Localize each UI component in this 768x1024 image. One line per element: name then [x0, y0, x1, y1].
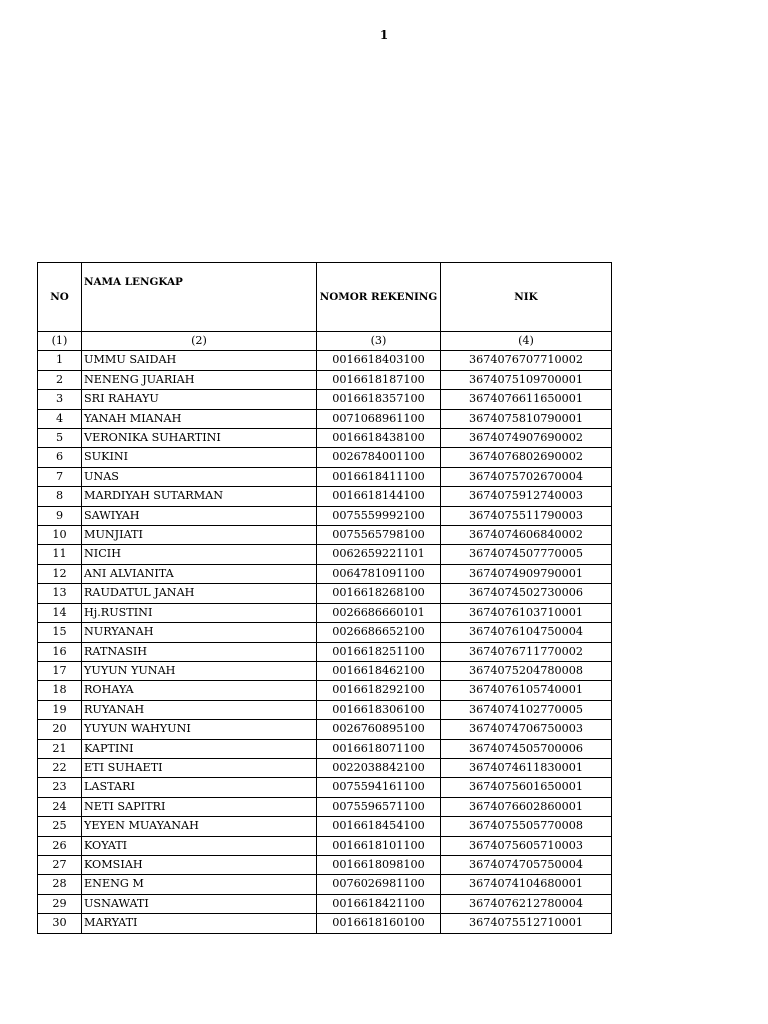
account-number: 0075596571100: [317, 797, 441, 816]
full-name: KAPTINI: [82, 739, 317, 758]
column-number: (1): [38, 332, 82, 351]
row-number: 26: [38, 836, 82, 855]
full-name: YANAH MIANAH: [82, 409, 317, 428]
full-name: YUYUN YUNAH: [82, 661, 317, 680]
table-row: [38, 467, 612, 486]
full-name: ANI ALVIANITA: [82, 564, 317, 583]
nik-number: 3674076103710001: [441, 603, 612, 622]
nik-number: 3674075109700001: [441, 370, 612, 389]
account-number: 0016618454100: [317, 817, 441, 836]
row-number: 12: [38, 564, 82, 583]
account-number: 0016618462100: [317, 661, 441, 680]
full-name: ETI SUHAETI: [82, 758, 317, 777]
account-number: 0016618438100: [317, 429, 441, 448]
full-name: YUYUN WAHYUNI: [82, 720, 317, 739]
row-number: 28: [38, 875, 82, 894]
account-number: 0016618187100: [317, 370, 441, 389]
page-number: 1: [379, 28, 389, 42]
account-number: 0016618357100: [317, 390, 441, 409]
row-number: 21: [38, 739, 82, 758]
table-row: [38, 409, 612, 428]
nik-number: 3674074907690002: [441, 429, 612, 448]
row-number: 14: [38, 603, 82, 622]
account-number: 0016618144100: [317, 487, 441, 506]
full-name: KOYATI: [82, 836, 317, 855]
full-name: YEYEN MUAYANAH: [82, 817, 317, 836]
full-name: UMMU SAIDAH: [82, 351, 317, 370]
row-number: 22: [38, 758, 82, 777]
account-number: 0075559992100: [317, 506, 441, 525]
row-number: 5: [38, 429, 82, 448]
table-row: [38, 390, 612, 409]
nik-number: 3674076707710002: [441, 351, 612, 370]
row-number: 24: [38, 797, 82, 816]
table-row: [38, 564, 612, 583]
row-number: 11: [38, 545, 82, 564]
nik-number: 3674075912740003: [441, 487, 612, 506]
full-name: MUNJIATI: [82, 526, 317, 545]
full-name: RUYANAH: [82, 700, 317, 719]
account-number: 0062659221101: [317, 545, 441, 564]
full-name: Hj.RUSTINI: [82, 603, 317, 622]
table-row: [38, 603, 612, 622]
nik-number: 3674076611650001: [441, 390, 612, 409]
full-name: SAWIYAH: [82, 506, 317, 525]
table-row: [38, 914, 612, 933]
nik-number: 3674075511790003: [441, 506, 612, 525]
row-number: 9: [38, 506, 82, 525]
nik-number: 3674075204780008: [441, 661, 612, 680]
full-name: NETI SAPITRI: [82, 797, 317, 816]
header-no: NO: [38, 263, 82, 332]
account-number: 0016618251100: [317, 642, 441, 661]
full-name: NICIH: [82, 545, 317, 564]
account-number: 0016618268100: [317, 584, 441, 603]
table-row: [38, 720, 612, 739]
row-number: 18: [38, 681, 82, 700]
account-number: 0016618071100: [317, 739, 441, 758]
nik-number: 3674074706750003: [441, 720, 612, 739]
full-name: MARYATI: [82, 914, 317, 933]
nik-number: 3674075702670004: [441, 467, 612, 486]
full-name: RATNASIH: [82, 642, 317, 661]
table-row: [38, 487, 612, 506]
row-number: 19: [38, 700, 82, 719]
account-number: 0064781091100: [317, 564, 441, 583]
table-row: [38, 758, 612, 777]
account-number: 0026686660101: [317, 603, 441, 622]
table-row: [38, 778, 612, 797]
full-name: SUKINI: [82, 448, 317, 467]
nik-number: 3674074909790001: [441, 564, 612, 583]
row-number: 8: [38, 487, 82, 506]
nik-number: 3674074104680001: [441, 875, 612, 894]
table-row: [38, 351, 612, 370]
table-row: [38, 623, 612, 642]
row-number: 30: [38, 914, 82, 933]
account-number: 0076026981100: [317, 875, 441, 894]
row-number: 10: [38, 526, 82, 545]
table-row: [38, 429, 612, 448]
account-number: 0026760895100: [317, 720, 441, 739]
full-name: KOMSIAH: [82, 855, 317, 874]
row-number: 3: [38, 390, 82, 409]
nik-number: 3674076104750004: [441, 623, 612, 642]
account-number: 0016618411100: [317, 467, 441, 486]
table-row: [38, 370, 612, 389]
header-row: [38, 263, 612, 332]
table-row: [38, 836, 612, 855]
nik-number: 3674075512710001: [441, 914, 612, 933]
recipient-table: [37, 262, 612, 934]
table-row: [38, 894, 612, 913]
full-name: NENENG JUARIAH: [82, 370, 317, 389]
account-number: 0016618101100: [317, 836, 441, 855]
table-row: [38, 545, 612, 564]
account-number: 0016618160100: [317, 914, 441, 933]
account-number: 0016618292100: [317, 681, 441, 700]
table-row: [38, 681, 612, 700]
nik-number: 3674075601650001: [441, 778, 612, 797]
header-account-number: NOMOR REKENING: [317, 263, 441, 332]
header-name: NAMA LENGKAP: [82, 263, 317, 332]
row-number: 29: [38, 894, 82, 913]
row-number: 6: [38, 448, 82, 467]
nik-number: 3674075810790001: [441, 409, 612, 428]
account-number: 0026686652100: [317, 623, 441, 642]
full-name: VERONIKA SUHARTINI: [82, 429, 317, 448]
full-name: NURYANAH: [82, 623, 317, 642]
account-number: 0071068961100: [317, 409, 441, 428]
table-row: [38, 855, 612, 874]
nik-number: 3674074502730006: [441, 584, 612, 603]
row-number: 20: [38, 720, 82, 739]
nik-number: 3674075605710003: [441, 836, 612, 855]
table-row: [38, 526, 612, 545]
nik-number: 3674076602860001: [441, 797, 612, 816]
full-name: ROHAYA: [82, 681, 317, 700]
nik-number: 3674074102770005: [441, 700, 612, 719]
row-number: 16: [38, 642, 82, 661]
column-number: (2): [82, 332, 317, 351]
nik-number: 3674076802690002: [441, 448, 612, 467]
table-row: [38, 700, 612, 719]
nik-number: 3674074705750004: [441, 855, 612, 874]
header-nik: NIK: [441, 263, 612, 332]
full-name: LASTARI: [82, 778, 317, 797]
account-number: 0075565798100: [317, 526, 441, 545]
nik-number: 3674076711770002: [441, 642, 612, 661]
account-number: 0022038842100: [317, 758, 441, 777]
row-number: 27: [38, 855, 82, 874]
row-number: 2: [38, 370, 82, 389]
nik-number: 3674075505770008: [441, 817, 612, 836]
full-name: MARDIYAH SUTARMAN: [82, 487, 317, 506]
table-row: [38, 739, 612, 758]
table-body: [38, 351, 612, 933]
account-number: 0026784001100: [317, 448, 441, 467]
row-number: 25: [38, 817, 82, 836]
account-number: 0016618403100: [317, 351, 441, 370]
row-number: 4: [38, 409, 82, 428]
nik-number: 3674076105740001: [441, 681, 612, 700]
table-row: [38, 661, 612, 680]
nik-number: 3674074606840002: [441, 526, 612, 545]
table-row: [38, 506, 612, 525]
row-number: 1: [38, 351, 82, 370]
row-number: 13: [38, 584, 82, 603]
account-number: 0016618421100: [317, 894, 441, 913]
column-number: (4): [441, 332, 612, 351]
table-row: [38, 817, 612, 836]
row-number: 15: [38, 623, 82, 642]
column-number: (3): [317, 332, 441, 351]
row-number: 17: [38, 661, 82, 680]
table-row: [38, 797, 612, 816]
nik-number: 3674074611830001: [441, 758, 612, 777]
row-number: 23: [38, 778, 82, 797]
nik-number: 3674074505700006: [441, 739, 612, 758]
column-number-row: [38, 332, 612, 351]
full-name: USNAWATI: [82, 894, 317, 913]
table-row: [38, 875, 612, 894]
table-row: [38, 584, 612, 603]
nik-number: 3674074507770005: [441, 545, 612, 564]
nik-number: 3674076212780004: [441, 894, 612, 913]
full-name: UNAS: [82, 467, 317, 486]
full-name: SRI RAHAYU: [82, 390, 317, 409]
account-number: 0016618098100: [317, 855, 441, 874]
account-number: 0016618306100: [317, 700, 441, 719]
table-row: [38, 448, 612, 467]
account-number: 0075594161100: [317, 778, 441, 797]
full-name: ENENG M: [82, 875, 317, 894]
full-name: RAUDATUL JANAH: [82, 584, 317, 603]
table-row: [38, 642, 612, 661]
row-number: 7: [38, 467, 82, 486]
